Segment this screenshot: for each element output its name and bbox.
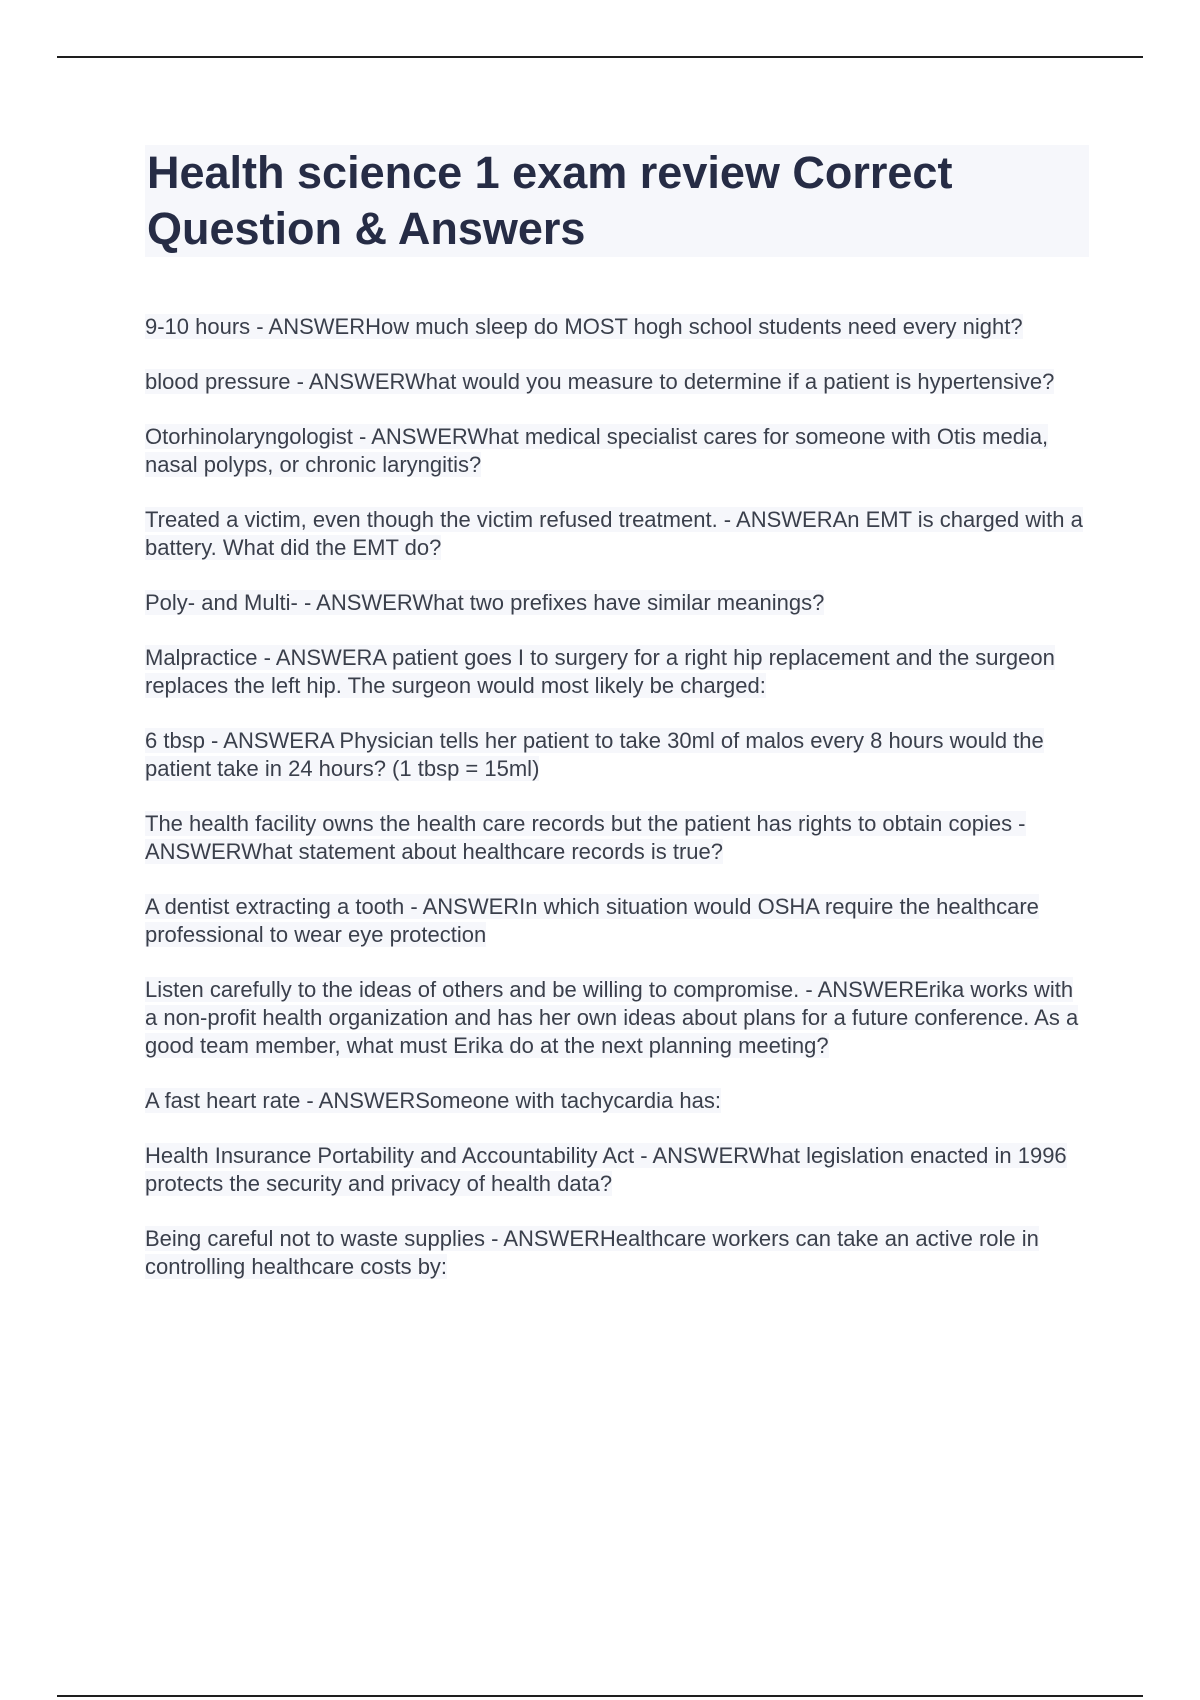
qa-text: The health facility owns the health care records but the patient has rights to obtain copies - ANSWERWhat statement about healthcare records is true? (145, 811, 1026, 864)
qa-item (145, 893, 1089, 949)
qa-item (145, 423, 1089, 479)
qa-text: Treated a victim, even though the victim refused treatment. - ANSWERAn EMT is charged with a battery. What did the EMT do? (145, 507, 1083, 560)
qa-text: 9-10 hours - ANSWERHow much sleep do MOST hogh school students need every night? (145, 314, 1023, 339)
qa-text: Poly- and Multi- - ANSWERWhat two prefixes have similar meanings? (145, 590, 825, 615)
qa-item (145, 727, 1089, 783)
qa-text: Otorhinolaryngologist - ANSWERWhat medical specialist cares for someone with Otis media, nasal polyps, or chronic laryngitis? (145, 424, 1049, 477)
qa-text: Listen carefully to the ideas of others and be willing to compromise. - ANSWERErika works with a non-profit health organization and has her own ideas about plans for a future conference. As a good team member, what must Erika do at the next planning meeting? (145, 977, 1079, 1058)
qa-text: A dentist extracting a tooth - ANSWERIn which situation would OSHA require the healthcare professional to wear eye protection (145, 894, 1039, 947)
top-rule (57, 56, 1143, 58)
qa-item (145, 810, 1089, 866)
qa-item (145, 1225, 1089, 1281)
page-title: Health science 1 exam review Correct Question & Answers (147, 147, 953, 254)
qa-item (145, 976, 1089, 1060)
qa-item (145, 506, 1089, 562)
qa-item (145, 1087, 1089, 1115)
qa-text: blood pressure - ANSWERWhat would you measure to determine if a patient is hypertensive? (145, 369, 1055, 394)
qa-text: 6 tbsp - ANSWERA Physician tells her patient to take 30ml of malos every 8 hours would the patient take in 24 hours? (1 tbsp = 15ml) (145, 728, 1044, 781)
bottom-rule (57, 1695, 1143, 1697)
qa-text: Malpractice - ANSWERA patient goes I to surgery for a right hip replacement and the surgeon replaces the left hip. The surgeon would most likely be charged: (145, 645, 1055, 698)
qa-list (145, 313, 1089, 1308)
qa-text: Being careful not to waste supplies - ANSWERHealthcare workers can take an active role in controlling healthcare costs by: (145, 1226, 1039, 1279)
qa-item (145, 1142, 1089, 1198)
qa-item (145, 589, 1089, 617)
qa-text: A fast heart rate - ANSWERSomeone with tachycardia has: (145, 1088, 721, 1113)
qa-item (145, 368, 1089, 396)
title-banner (145, 145, 1089, 257)
qa-item (145, 313, 1089, 341)
qa-item (145, 644, 1089, 700)
qa-text: Health Insurance Portability and Accountability Act - ANSWERWhat legislation enacted in 1996 protects the security and privacy of health data? (145, 1143, 1067, 1196)
